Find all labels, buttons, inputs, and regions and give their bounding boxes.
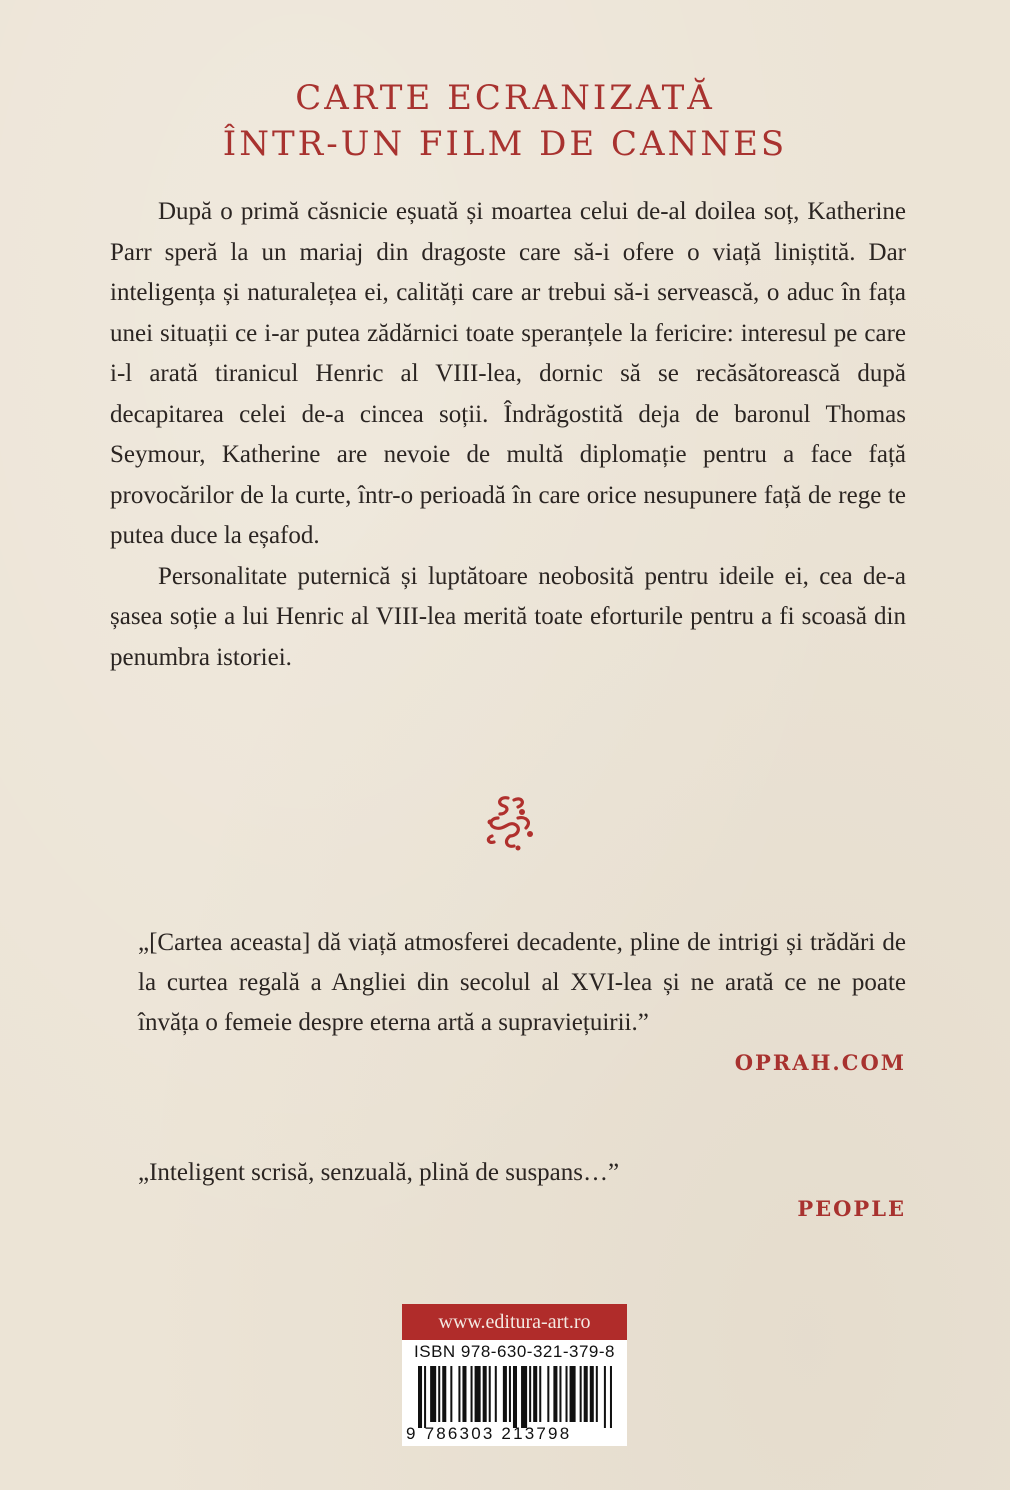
barcode-digits: 9 786303 213798 <box>406 1424 572 1443</box>
heading-line-1: CARTE ECRANIZATĂ <box>295 78 715 118</box>
quote-people: „Inteligent scrisă, senzuală, plină de suspans…” <box>138 1159 620 1186</box>
publisher-url: www.editura-art.ro <box>402 1304 627 1340</box>
isbn-label: ISBN 978-630-321-379-8 <box>414 1342 615 1361</box>
book-description <box>110 192 906 678</box>
quote-source-people: PEOPLE <box>797 1196 906 1221</box>
description-paragraph-2: Personalitate puternică și luptătoare neobosită pentru ideile ei, cea de-a șasea soție a lui Henric al VIII-lea merită toate eforturile pentru a fi scoasă din penumbra istoriei. <box>110 562 906 671</box>
barcode-icon <box>418 1366 614 1428</box>
heading-line-2: ÎNTR-UN FILM DE CANNES <box>222 124 788 164</box>
isbn-barcode-block <box>402 1340 627 1446</box>
fleuron-ornament-icon <box>478 792 544 852</box>
description-paragraph-1: După o primă căsnicie eșuată și moartea celui de-al doilea soț, Katherine Parr speră la un mariaj din dragoste care să-i ofere o viață liniștită. Dar inteligența și naturalețea ei, calități care ar trebui să-i servească, o aduc în fața unei situații ce i-ar putea zădărnici toate speranțele la fericire: interesul pe care i-l arată tiranicul Henric al VIII-lea, dornic să se recăsătorească după decapitarea celei de-a cincea soții. Îndrăgostită deja de baronul Thomas Seymour, Katherine are nevoie de multă diplomație pentru a face față provocărilor de la curte, într-o perioadă în care orice nesupunere față de rege te putea duce la eșafod. <box>110 198 906 549</box>
quote-oprah: „[Cartea aceasta] dă viață atmosferei decadente, pline de intrigi și trădări de la curtea regală a Angliei din secolul al XVI-lea și ne arată ce ne poate învăța o femeie despre eterna artă a supraviețuirii.” <box>138 929 906 1036</box>
quote-source-oprah: OPRAH.COM <box>734 1050 906 1075</box>
